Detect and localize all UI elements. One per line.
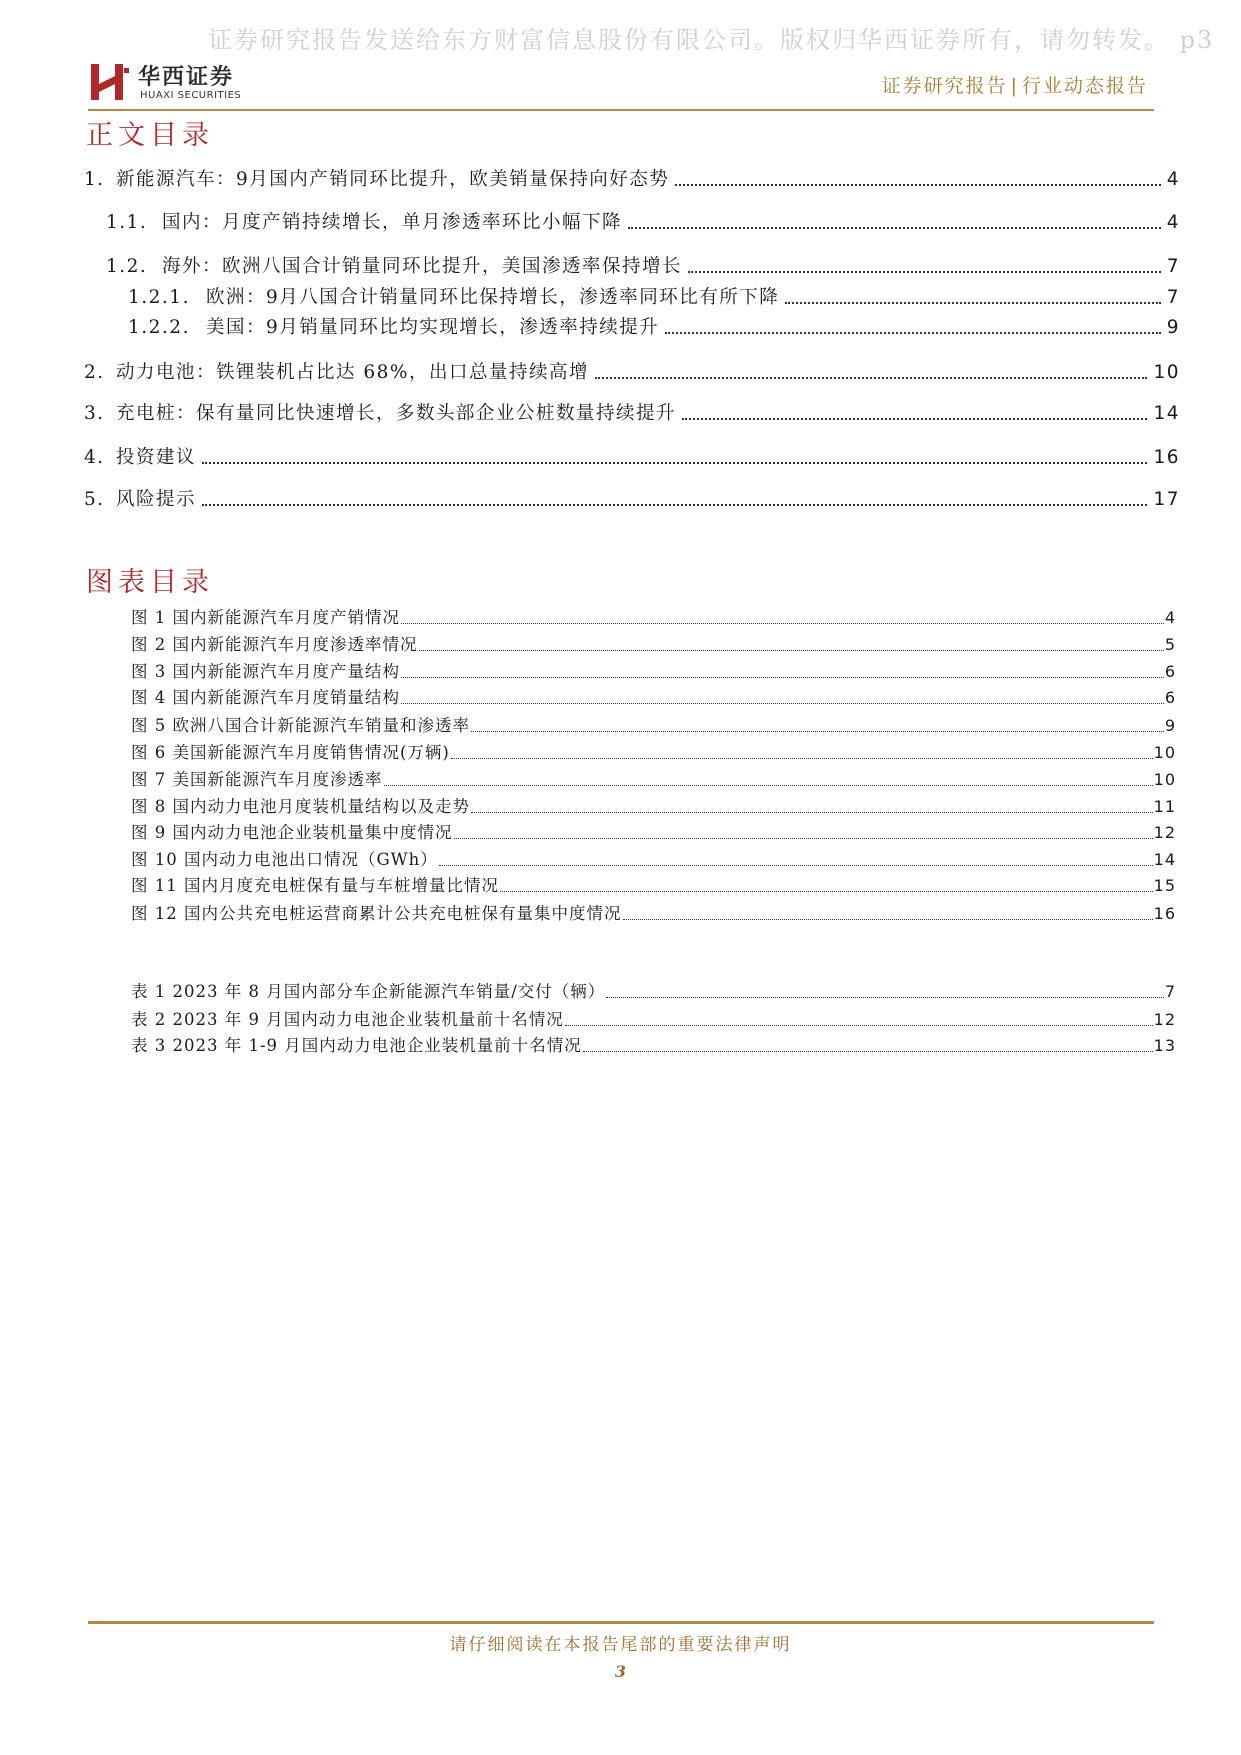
toc-entry-title: 国内：月度产销持续增长，单月渗透率环比小幅下降: [162, 212, 623, 233]
figure-entry-title: 图 3 国内新能源汽车月度产量结构: [131, 662, 400, 681]
toc-entry[interactable]: [84, 485, 1180, 511]
leader-dots: [688, 271, 1161, 273]
leader-dots: [606, 997, 1164, 998]
toc-entry-title: 新能源汽车：9月国内产销同环比提升，欧美销量保持向好态势: [116, 169, 670, 190]
huaxi-logo-icon: [88, 60, 132, 104]
table-entry-page: 13: [1153, 1036, 1176, 1055]
toc-entry-title: 海外：欧洲八国合计销量同环比提升，美国渗透率保持增长: [162, 256, 683, 277]
leader-dots: [401, 677, 1164, 678]
toc-entry-title: 风险提示: [116, 489, 197, 510]
figure-entry[interactable]: [131, 684, 1176, 708]
toc-entry-number: 1.2.1.: [128, 287, 190, 308]
figure-entry-page: 5: [1164, 635, 1176, 654]
toc-entry[interactable]: [84, 165, 1180, 191]
leader-dots: [675, 184, 1160, 186]
figure-entry-title: 图 8 国内动力电池月度装机量结构以及走势: [131, 797, 470, 816]
toc-entry-number: 1.2.: [106, 256, 148, 277]
table-entry[interactable]: [131, 978, 1176, 1002]
footer-divider: [88, 1621, 1154, 1624]
figure-entry[interactable]: [131, 819, 1176, 843]
leader-dots: [202, 462, 1147, 464]
figure-entry-title: 图 5 欧洲八国合计新能源汽车销量和渗透率: [131, 716, 470, 735]
figure-entry-title: 图 10 国内动力电池出口情况（GWh）: [131, 850, 438, 869]
report-type-label: [882, 71, 1148, 98]
figure-entry[interactable]: [131, 872, 1176, 896]
leader-dots: [665, 332, 1160, 334]
table-entry-title: 表 2 2023 年 9 月国内动力电池企业装机量前十名情况: [131, 1010, 564, 1029]
leader-dots: [384, 785, 1153, 786]
leader-dots: [401, 623, 1164, 624]
figure-entry-page: 10: [1153, 770, 1176, 789]
table-entry-title: 表 3 2023 年 1-9 月国内动力电池企业装机量前十名情况: [131, 1036, 582, 1055]
toc-entry[interactable]: [84, 358, 1180, 384]
leader-dots: [439, 865, 1153, 866]
logo-name-cn: 华西证券: [138, 64, 235, 90]
toc-entry-number: 4.: [84, 447, 105, 468]
figure-entry-page: 6: [1164, 688, 1176, 707]
toc-entry[interactable]: [106, 252, 1180, 278]
toc-entry-page: 7: [1166, 256, 1180, 277]
toc-heading: 正文目录: [86, 120, 214, 151]
toc-entry[interactable]: [84, 443, 1180, 469]
leader-dots: [419, 650, 1164, 651]
figure-entry-page: 4: [1164, 608, 1176, 627]
page-number: 3: [614, 1662, 627, 1681]
toc-entry-number: 1.: [84, 169, 105, 190]
figure-entry-page: 12: [1153, 823, 1176, 842]
figure-entry-title: 图 4 国内新能源汽车月度销量结构: [131, 688, 400, 707]
figure-entry-title: 图 6 美国新能源汽车月度销售情况(万辆): [131, 743, 450, 762]
toc-entry[interactable]: [84, 399, 1180, 425]
leader-dots: [628, 227, 1161, 229]
toc-entry-number: 2.: [84, 362, 105, 383]
figure-entry-page: 10: [1153, 743, 1176, 762]
toc-entry-number: 5.: [84, 489, 105, 510]
toc-entry-title: 投资建议: [116, 447, 197, 468]
toc-entry[interactable]: [106, 208, 1180, 234]
figure-entry[interactable]: [131, 658, 1176, 682]
figure-entry-page: 14: [1153, 850, 1176, 869]
figures-heading: 图表目录: [86, 567, 214, 598]
leader-dots: [454, 838, 1153, 839]
leader-dots: [595, 377, 1147, 379]
report-type: 证券研究报告: [881, 75, 1008, 97]
leader-dots: [682, 418, 1147, 420]
toc-entry-title: 充电桩：保有量同比快速增长，多数头部企业公桩数量持续提升: [116, 403, 677, 424]
toc-entry-page: 14: [1153, 403, 1180, 424]
table-entry[interactable]: [131, 1006, 1176, 1030]
legal-notice: 请仔细阅读在本报告尾部的重要法律声明: [449, 1635, 792, 1655]
figure-entry[interactable]: [131, 739, 1176, 763]
toc-entry-page: 10: [1153, 362, 1180, 383]
figure-entry-title: 图 11 国内月度充电桩保有量与车桩增量比情况: [131, 876, 499, 895]
toc-entry-number: 1.2.2.: [128, 317, 190, 338]
figure-entry[interactable]: [131, 631, 1176, 655]
toc-entry[interactable]: [128, 283, 1180, 309]
leader-dots: [565, 1025, 1153, 1026]
toc-entry[interactable]: [128, 313, 1180, 339]
figure-entry-page: 9: [1164, 716, 1176, 735]
leader-dots: [785, 302, 1160, 304]
table-entry[interactable]: [131, 1032, 1176, 1056]
toc-entry-title: 欧洲：9月八国合计销量同环比保持增长，渗透率同环比有所下降: [206, 287, 780, 308]
report-subtype: 行业动态报告: [1021, 75, 1148, 97]
table-entry-page: 12: [1153, 1010, 1176, 1029]
figure-entry-title: 图 12 国内公共充电桩运营商累计公共充电桩保有量集中度情况: [131, 904, 622, 923]
leader-dots: [471, 812, 1153, 813]
toc-entry-number: 3.: [84, 403, 105, 424]
figure-entry-page: 6: [1164, 662, 1176, 681]
toc-entry-number: 1.1.: [106, 212, 148, 233]
header-separator: |: [1010, 75, 1019, 97]
figure-entry[interactable]: [131, 846, 1176, 870]
figure-entry-page: 16: [1153, 904, 1176, 923]
leader-dots: [471, 731, 1164, 732]
figure-entry-title: 图 2 国内新能源汽车月度渗透率情况: [131, 635, 418, 654]
toc-entry-page: 17: [1153, 489, 1180, 510]
table-entry-page: 7: [1164, 982, 1176, 1001]
toc-entry-page: 4: [1166, 169, 1180, 190]
leader-dots: [451, 758, 1153, 759]
logo-name-en: HUAXI SECURITIES: [140, 90, 242, 101]
figure-entry[interactable]: [131, 604, 1176, 628]
leader-dots: [583, 1051, 1153, 1052]
header-divider: [88, 109, 1154, 111]
huaxi-logo: [88, 60, 268, 104]
leader-dots: [401, 703, 1164, 704]
figure-entry-page: 15: [1153, 876, 1176, 895]
leader-dots: [202, 504, 1147, 506]
toc-entry-page: 9: [1166, 317, 1180, 338]
figure-entry-page: 11: [1153, 797, 1176, 816]
toc-entry-page: 4: [1166, 212, 1180, 233]
copyright-watermark: 证券研究报告发送给东方财富信息股份有限公司。版权归华西证券所有，请勿转发。 p3: [208, 26, 1215, 54]
figure-entry[interactable]: [131, 712, 1176, 736]
figure-entry-title: 图 1 国内新能源汽车月度产销情况: [131, 608, 400, 627]
toc-entry-title: 动力电池：铁锂装机占比达 68%，出口总量持续高增: [116, 362, 590, 383]
figure-entry[interactable]: [131, 900, 1176, 924]
table-entry-title: 表 1 2023 年 8 月国内部分车企新能源汽车销量/交付（辆）: [131, 982, 606, 1001]
figure-entry[interactable]: [131, 793, 1176, 817]
figure-entry-title: 图 7 美国新能源汽车月度渗透率: [131, 770, 383, 789]
leader-dots: [500, 891, 1153, 892]
toc-entry-page: 7: [1166, 287, 1180, 308]
figure-entry-title: 图 9 国内动力电池企业装机量集中度情况: [131, 823, 453, 842]
toc-entry-page: 16: [1153, 447, 1180, 468]
toc-entry-title: 美国：9月销量同环比均实现增长，渗透率持续提升: [206, 317, 660, 338]
figure-entry[interactable]: [131, 766, 1176, 790]
leader-dots: [623, 919, 1153, 920]
